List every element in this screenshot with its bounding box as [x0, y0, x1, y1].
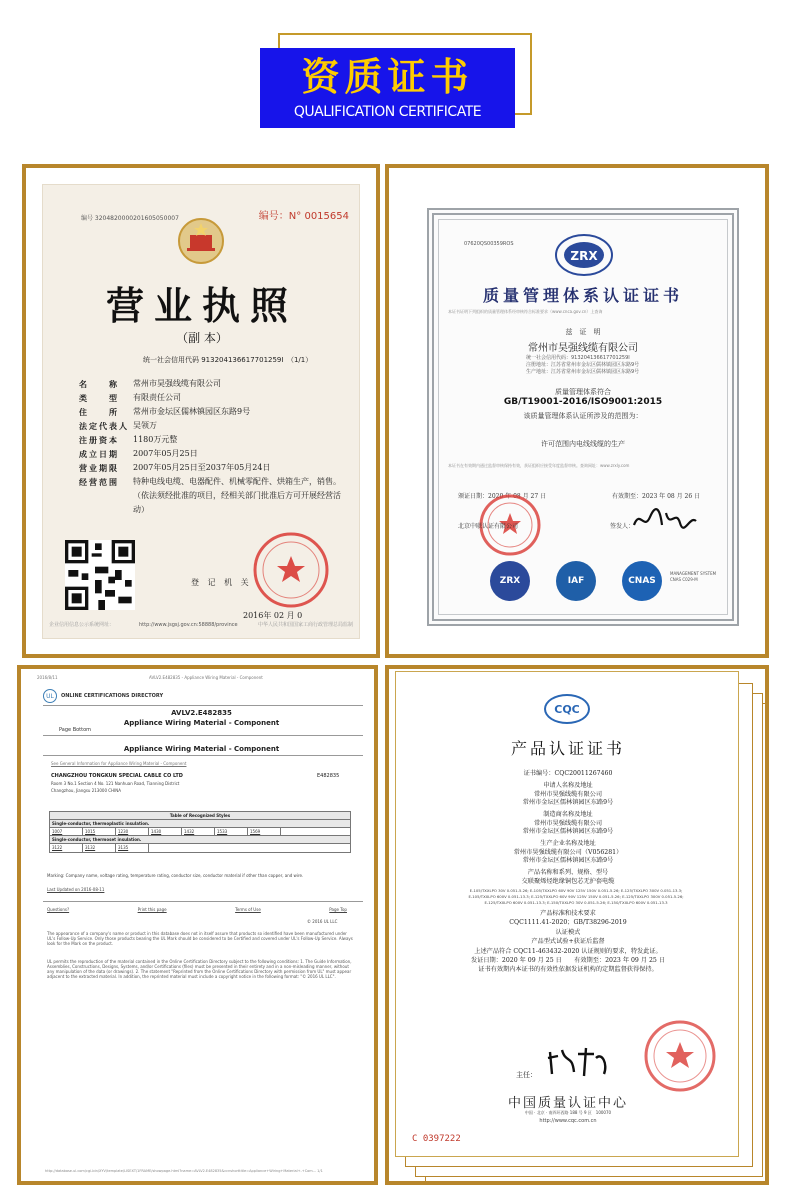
iso-address-line: 生产地址：江苏省常州市金坛区儒林镇园区东路9号 [526, 369, 640, 375]
field-label: 经营范围 [79, 477, 119, 487]
license-serial: 编号 3204820000201605050007 [81, 215, 179, 222]
license-title: 营业执照 [105, 283, 298, 328]
ul-print-date: 2016/8/11 [37, 675, 58, 680]
cqc-conformity: 上述产品符合 CQC11-463432-2020 认证规则的要求，特发此证。 [474, 948, 662, 955]
divider [43, 901, 363, 902]
cqc-maker-heading: 制造商名称及地址 [543, 811, 593, 818]
iso-cert-number: 07620QS00359ROS [464, 241, 514, 247]
style-link[interactable]: 3132 [83, 844, 116, 852]
footer-url: http://www.jsgsj.gov.cn:58888/province [139, 622, 238, 628]
iaf-badge-icon: IAF [556, 561, 596, 601]
iso-expiry-date: 有效期至：2023 年 08 月 26 日 [612, 493, 701, 500]
ul-heading: Appliance Wiring Material - Component [123, 745, 280, 753]
license-row [79, 419, 349, 433]
cqc-applicant-heading: 申请人名称及地址 [543, 782, 593, 789]
cqc-serial: C 0397222 [412, 1134, 461, 1144]
iso-address [526, 355, 706, 376]
iso-certificate-frame [385, 164, 769, 658]
field-label: 成立日期 [79, 449, 119, 459]
ul-paragraph: The appearance of a company's name or product in this database does not in itself assure that products so identified have been manufactured under UL's Follow-Up Service. Only those products bearing the UL Mark should be considered to be Certified and covered under UL's Follow-Up Service. Always look for the Mark on the product. [47, 931, 353, 946]
ul-table-row [50, 844, 350, 852]
style-link[interactable]: 1430 [149, 828, 182, 835]
field-value: 1180万元整 [133, 435, 178, 444]
cqc-address: 中国 · 北京 · 南四环西路 188 号 9 区 100070 [524, 1110, 612, 1115]
iso-address-line: 注册地址：江苏省常州市金坛区儒林镇园区东路9号 [526, 362, 640, 368]
field-value: 常州市金坛区儒林镇园区东路9号 [133, 407, 251, 416]
cqc-applicant-address: 常州市金坛区儒林镇园区东路9号 [522, 799, 614, 806]
cqc-applicant: 常州市昊强线缆有限公司 [533, 791, 603, 798]
field-label: 注册资本 [79, 435, 119, 445]
ul-footer-url: http://database.ul.com/cgi-bin/XYV/template/LISEXT/1FRAME/showpage.html?name=AVLV2.E482835&ccnshorttitle=Appliance+Wiring+Material+-+Com... 1/1 [45, 1169, 323, 1173]
style-link[interactable]: 1007 [50, 828, 83, 835]
cqc-validity: 证书有效期内本证书的有效性依据发证机构的定期监督获得保持。 [478, 966, 658, 973]
style-link[interactable]: 1533 [215, 828, 248, 835]
iso-intro: 本证书证明下列组织的质量管理体系经审核符合标准要求（www.cnca.gov.cn）上查询 [448, 309, 603, 314]
empty-cell [149, 844, 350, 852]
ul-copyright: © 2016 UL LLC [307, 919, 338, 924]
registration-seal-icon [251, 530, 331, 610]
zrx-badge-icon: ZRX [490, 561, 530, 601]
page-top-link[interactable]: Page Top [329, 907, 347, 912]
field-value: 常州市昊强线缆有限公司 [133, 379, 221, 388]
cqc-certificate-frame [385, 665, 769, 1185]
iso-title: 质量管理体系认证证书 [482, 286, 683, 305]
cqc-factory-heading: 生产企业名称及地址 [540, 840, 596, 847]
cqc-maker: 常州市昊强线缆有限公司 [533, 820, 603, 827]
field-label: 营业期限 [79, 463, 119, 473]
ul-table-row [50, 828, 350, 836]
divider [43, 735, 363, 736]
cqc-dates: 发证日期：2020 年 09 月 25 日 有效期至：2023 年 09 月 25 日 [470, 957, 666, 964]
ul-table-section: Single-conductor, thermoplastic insulation. [50, 820, 350, 828]
qr-code-icon [65, 540, 135, 610]
cqc-product: 交联聚烯烃绝缘铜包芯无护套电缆 [521, 878, 615, 885]
cqc-factory-address: 常州市金坛区儒林镇园区东路9号 [522, 857, 614, 864]
accreditation-text: MANAGEMENT SYSTEM CNAS C029-M [670, 571, 717, 582]
cqc-cert-number: 证书编号：CQC20011267460 [523, 770, 613, 777]
header-banner [260, 48, 515, 128]
license-number [259, 207, 349, 222]
divider [43, 755, 363, 756]
cqc-factory: 常州市昊强线缆有限公司（V056281） [513, 849, 623, 856]
signature-icon [544, 1044, 614, 1080]
iso-note: 本证书在有效期内通过监督审核保持有效，获证组织应接受年度监督审核。查询网址：www.zrxly.com [448, 463, 630, 468]
cqc-center-name: 中国质量认证中心 [507, 1096, 628, 1111]
national-emblem-icon [173, 215, 229, 267]
style-link[interactable]: 3135 [116, 844, 149, 852]
cqc-standard-heading: 产品标准和技术要求 [540, 910, 596, 917]
credit-code: 统一社会信用代码 913204136617701259I （1/1） [143, 356, 313, 364]
cnas-badge-icon: CNAS [622, 561, 662, 601]
license-subtitle: （副 本） [176, 331, 228, 345]
field-value: 2007年05月25日 [133, 449, 198, 458]
cqc-standard: CQC1111.41-2020；GB/T38296-2019 [509, 919, 627, 926]
registrar-label: 登 记 机 关 [191, 578, 252, 587]
divider [43, 705, 363, 706]
license-row [79, 391, 349, 405]
field-label: 住 所 [79, 407, 119, 417]
iso-standard: GB/T19001-2016/ISO9001:2015 [503, 397, 663, 407]
ul-file-number: E482835 [317, 773, 340, 779]
cqc-seal-icon [642, 1018, 718, 1094]
iso-hereby: 兹 证 明 [565, 328, 601, 336]
field-label: 名 称 [79, 379, 119, 389]
cqc-title: 产品认证证书 [510, 739, 625, 758]
field-label: 法定代表人 [79, 421, 129, 431]
style-link[interactable]: 1015 [83, 828, 116, 835]
cqc-mode-heading: 认证模式 [555, 929, 581, 936]
questions-link[interactable]: Questions? [47, 907, 70, 912]
license-row [79, 461, 349, 475]
footer-authority: 中华人民共和国国家工商行政管理总局监制 [257, 622, 353, 628]
iso-meets: 质量管理体系符合 [555, 388, 611, 396]
ul-code: AVLV2.E482835 [171, 709, 232, 717]
style-link[interactable]: 1432 [182, 828, 215, 835]
ul-styles-table [49, 811, 351, 853]
empty-cell [281, 828, 350, 835]
field-value: 有限责任公司 [133, 393, 181, 402]
ul-last-updated: Last Updated on 2016-08-11 [47, 887, 105, 892]
cqc-spec-line: E-105/TXXLPO 30V 0.051-5.26; E-105/TXXLPO 60V 90V 125V 150V 0.051-5.26; E-125/TXXLPO 300V 0.051-13.3; [469, 888, 683, 893]
signature-icon [630, 505, 700, 535]
field-value: 2007年05月25日至2037年05月24日 [133, 463, 271, 472]
cqc-spec-line: E-105/TXXLPO 600V 0.051-13.3; E-125/TXXLPO 60V 90V 125V 150V 0.051-5.26; E-125/TXXLPO 300V 0.051-5.26; [468, 894, 684, 899]
license-row [79, 475, 349, 517]
ul-logo-icon: UL [43, 689, 57, 703]
cqc-product-heading: 产品名称和系列、规格、型号 [527, 869, 609, 876]
iso-scope: 许可范围内电线线缆的生产 [541, 440, 625, 448]
iso-signer-label: 签发人： [610, 523, 635, 530]
license-number-label: 编号： [258, 211, 289, 222]
cqc-spec-line: E-125/TXXLPO 600V 0.051-13.3; E-150/TXXLPO 30V 0.051-5.26; E-150/TXXLPO 600V 0.051-13.3 [484, 900, 668, 905]
accreditation-badges [490, 561, 662, 601]
ul-links [47, 907, 347, 912]
iso-certificate [427, 208, 739, 626]
ul-paragraph: UL permits the reproduction of the material contained in the Online Certification Directory subject to the following conditions: 1. The Guide Information, Assemblies, Constructions, Designs, Systems, and/or Certifications (files) must be presented in their entirety and in a non-misleading manner, without any manipulation of the data (or drawings). 2. The statement "Reprinted from the Online Certifications Directory with permission from UL" must appear adjacent to the extracted material. In addition, the reprinted material must include a copyright notice in the following format: "© 2016 UL LLC". [47, 959, 352, 979]
issue-date: 2016年 02 月 0 [243, 611, 303, 620]
page-subtitle: QUALIFICATION CERTIFICATE [293, 104, 482, 120]
style-link[interactable]: 1569 [248, 828, 281, 835]
ul-page-bottom-link[interactable]: Page Bottom [59, 727, 92, 733]
ul-table-section: Single-conductor, thermoset insulation. [50, 836, 350, 844]
ul-address-line: Room 3 No.1 Section 4 No. 121 Nanhuan Road, Tianning District [51, 781, 180, 786]
ul-marking: Marking: Company name, voltage rating, temperature rating, conductor size, conductor material if other than copper, and wire. [47, 873, 304, 878]
style-link[interactable]: 3122 [50, 844, 83, 852]
cqc-mode: 产品型式试验+获证后监督 [531, 938, 605, 945]
cqc-certificate [395, 671, 739, 1157]
business-license-frame [22, 164, 380, 658]
page-title: 资质证书 [301, 55, 474, 99]
ul-table-title: Table of Recognized Styles [50, 812, 350, 820]
footer-note: 企业信用信息公示系统网址： [49, 622, 115, 628]
zrx-logo-icon [554, 233, 614, 277]
license-row [79, 405, 349, 419]
style-link[interactable]: 1230 [116, 828, 149, 835]
iso-company: 常州市昊强线缆有限公司 [528, 343, 638, 354]
iso-address-line: 统一社会信用代码：913204136617701259I [526, 355, 630, 361]
license-fields [79, 377, 349, 517]
print-link[interactable]: Print this page [137, 907, 167, 912]
ul-print-title: AVLV2.E482835 - Appliance Wiring Material - Component [149, 675, 263, 680]
field-value: 特种电线电缆、电器配件、机械零配件、烘箱生产，销售。（依法须经批准的项目，经相关部门批准后方可开展经营活动） [133, 477, 341, 514]
license-row [79, 377, 349, 391]
iso-issue-date: 颁证日期：2020 年 08 月 27 日 [458, 493, 547, 500]
field-value: 吴领万 [133, 421, 157, 430]
ul-address-line: Changzhou, Jiangsu 213000 CHINA [51, 788, 121, 793]
terms-link[interactable]: Terms of Use [235, 907, 261, 912]
ul-directory: ONLINE CERTIFICATIONS DIRECTORY [61, 693, 164, 699]
cqc-url: http://www.cqc.com.cn [539, 1118, 597, 1124]
ul-company: CHANGZHOU TONGKUN SPECIAL CABLE CO LTD [51, 773, 183, 779]
cqc-signer-label: 主任： [516, 1071, 537, 1079]
ul-certificate-frame [17, 665, 378, 1185]
cqc-maker-address: 常州市金坛区儒林镇园区东路9号 [522, 828, 614, 835]
business-license [42, 184, 360, 639]
zrx-logo-text: ZRX [570, 249, 598, 263]
ul-general-info-link[interactable]: See General Information for Appliance Wiring Material - Component [51, 761, 187, 766]
ul-title: Appliance Wiring Material - Component [123, 719, 280, 727]
field-label: 类 型 [79, 393, 119, 403]
license-row [79, 433, 349, 447]
cqc-logo-icon: CQC [544, 694, 590, 724]
license-number-value: N° 0015654 [288, 211, 349, 222]
license-row [79, 447, 349, 461]
iso-issuer: 北京中联认证有限公司 [458, 523, 519, 530]
iso-scope-heading: 该质量管理体系认证所涉及的范围为： [523, 412, 643, 420]
